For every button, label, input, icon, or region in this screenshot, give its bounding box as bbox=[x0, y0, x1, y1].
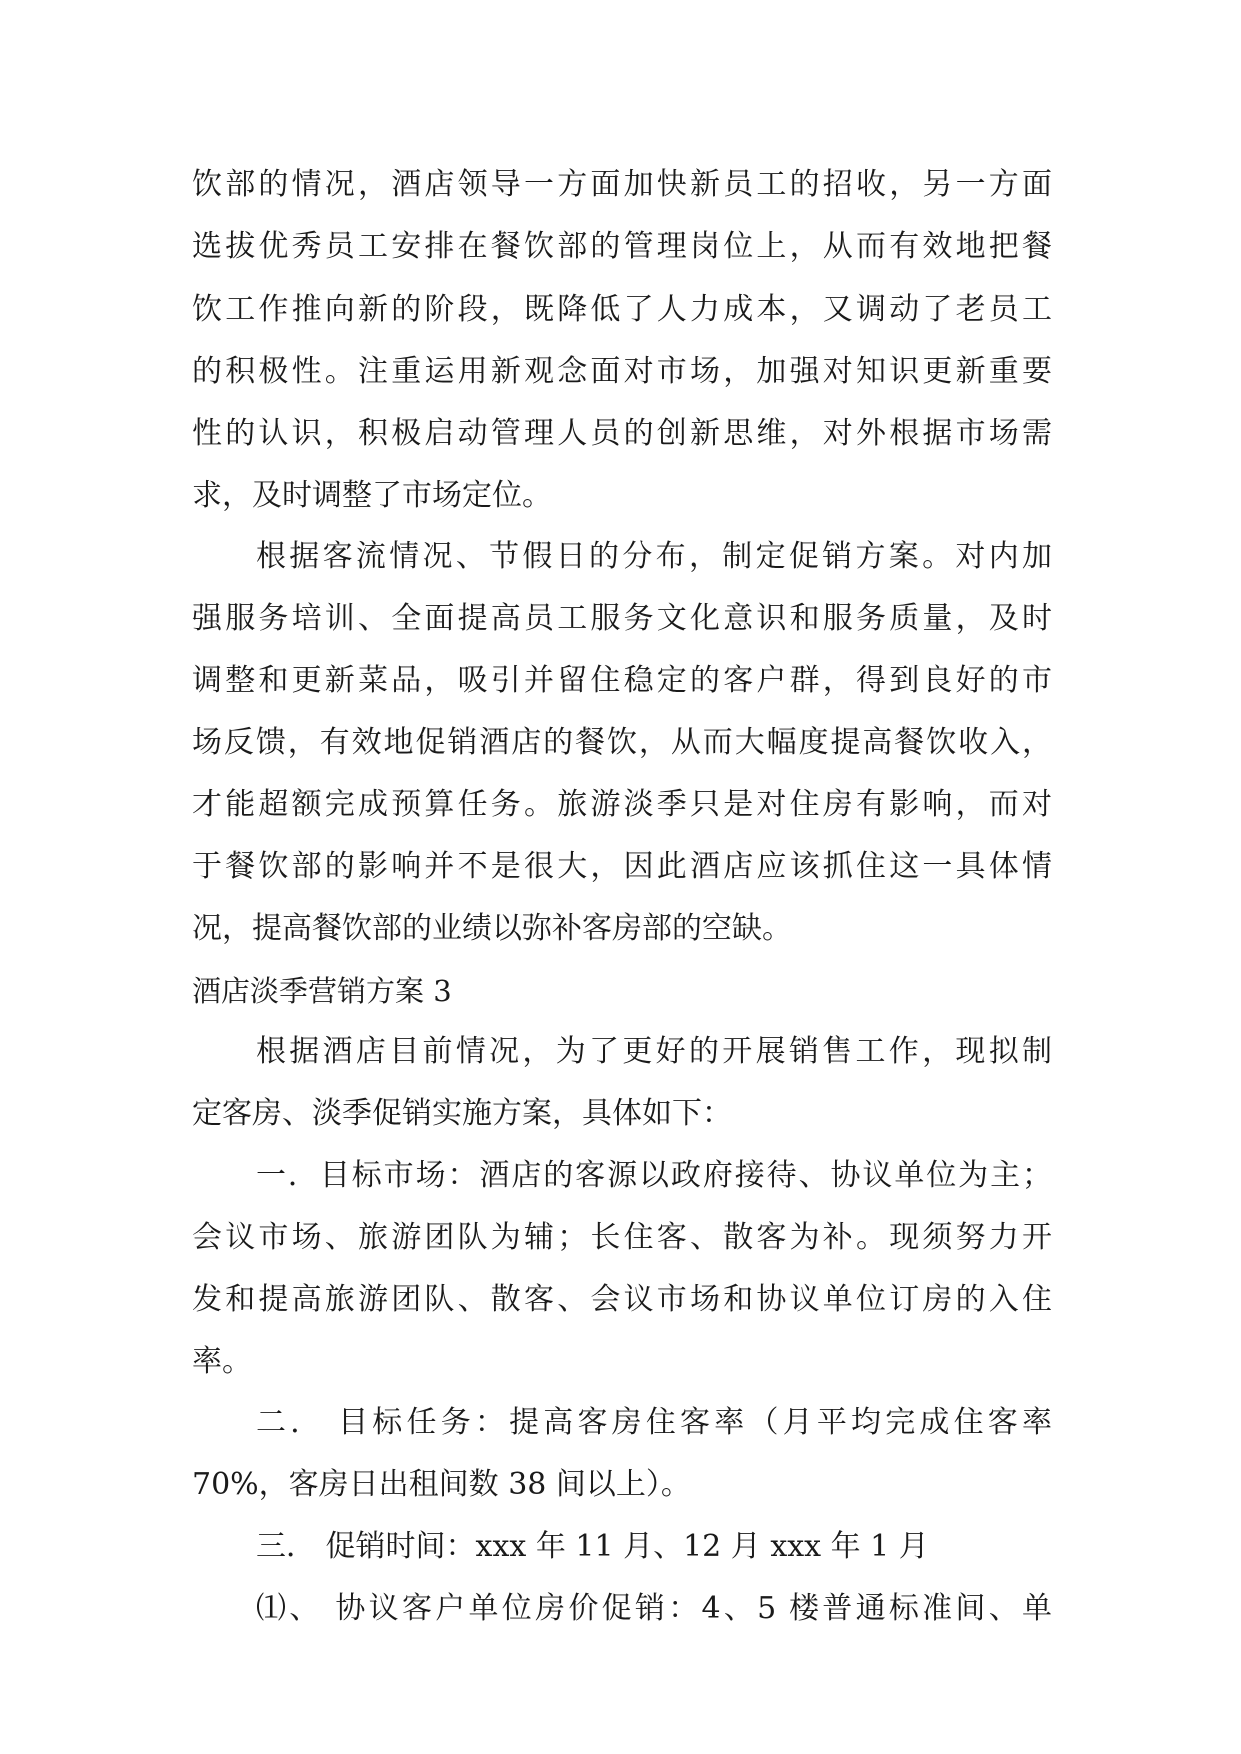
list-item-line: ⑴、 协议客户单位房价促销：4、5 楼普通标准间、单 bbox=[256, 1591, 1052, 1626]
text-line: 发和提高旅游团队、散客、会议市场和协议单位订房的入住 bbox=[192, 1282, 1052, 1317]
text-line: 场反馈，有效地促销酒店的餐饮，从而大幅度提高餐饮收入， bbox=[192, 725, 1052, 760]
text-line: 饮工作推向新的阶段，既降低了人力成本，又调动了老员工 bbox=[192, 292, 1052, 327]
text-line: 70%，客房日出租间数 38 间以上）。 bbox=[192, 1467, 691, 1502]
text-line: 调整和更新菜品，吸引并留住稳定的客户群，得到良好的市 bbox=[192, 663, 1052, 698]
text-line: 才能超额完成预算任务。旅游淡季只是对住房有影响，而对 bbox=[192, 787, 1052, 822]
text-line: 求，及时调整了市场定位。 bbox=[192, 478, 552, 513]
text-line: 定客房、淡季促销实施方案，具体如下： bbox=[192, 1096, 732, 1131]
text-line: 于餐饮部的影响并不是很大，因此酒店应该抓住这一具体情 bbox=[192, 849, 1052, 884]
text-line: 性的认识，积极启动管理人员的创新思维，对外根据市场需 bbox=[192, 416, 1052, 451]
list-item-line: 一．目标市场：酒店的客源以政府接待、协议单位为主； bbox=[256, 1158, 1052, 1193]
text-line: 饮部的情况，酒店领导一方面加快新员工的招收，另一方面 bbox=[192, 167, 1052, 202]
text-line: 会议市场、旅游团队为辅；长住客、散客为补。现须努力开 bbox=[192, 1220, 1052, 1255]
section-heading: 酒店淡季营销方案 3 bbox=[192, 974, 452, 1008]
text-line: 强服务培训、全面提高员工服务文化意识和服务质量，及时 bbox=[192, 601, 1052, 636]
text-line: 选拔优秀员工安排在餐饮部的管理岗位上，从而有效地把餐 bbox=[192, 229, 1052, 264]
paragraph-first-line: 根据客流情况、节假日的分布，制定促销方案。对内加 bbox=[256, 539, 1052, 574]
paragraph-first-line: 根据酒店目前情况，为了更好的开展销售工作，现拟制 bbox=[256, 1034, 1052, 1069]
list-item-line: 二． 目标任务：提高客房住客率（月平均完成住客率 bbox=[256, 1405, 1052, 1440]
text-line: 况，提高餐饮部的业绩以弥补客房部的空缺。 bbox=[192, 911, 792, 946]
list-item-line: 三． 促销时间：xxx 年 11 月、12 月 xxx 年 1 月 bbox=[256, 1529, 929, 1564]
text-line: 率。 bbox=[192, 1344, 252, 1379]
text-line: 的积极性。注重运用新观念面对市场，加强对知识更新重要 bbox=[192, 354, 1052, 389]
